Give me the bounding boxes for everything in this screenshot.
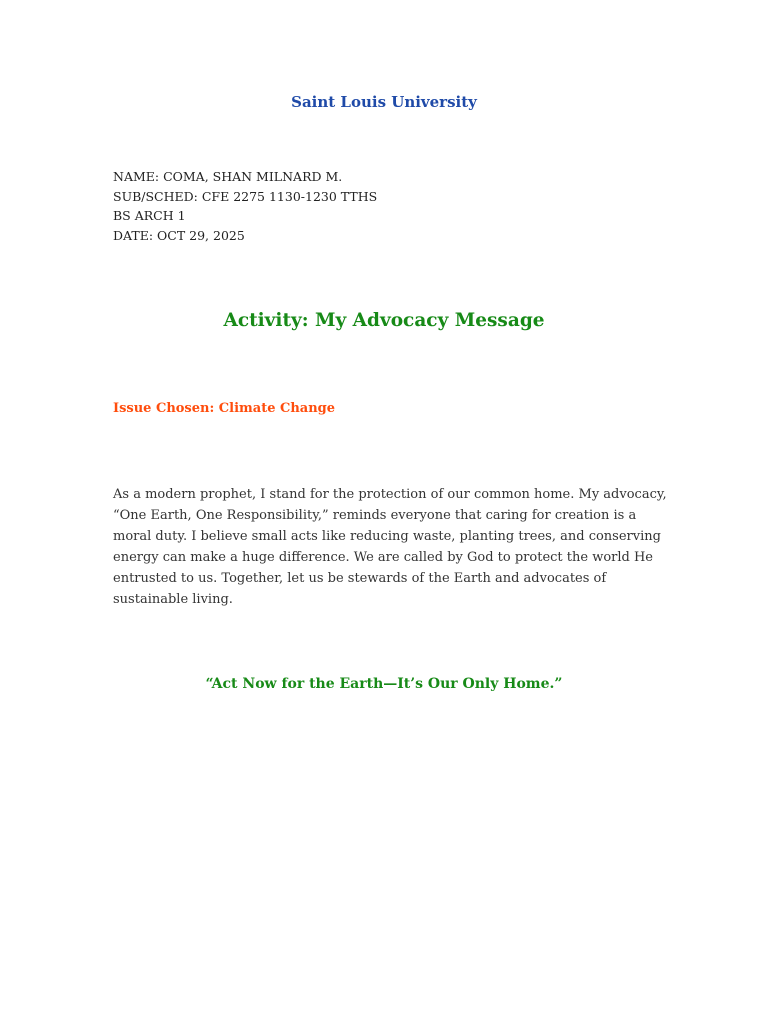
paragraph-line: sustainable living.: [113, 592, 233, 607]
course-year-line: BS ARCH 1: [113, 208, 186, 223]
advocacy-paragraph: [113, 484, 667, 610]
issue-chosen-heading: Issue Chosen: Climate Change: [113, 401, 336, 416]
paragraph-line: energy can make a huge difference. We are called by God to protect the world He: [113, 550, 654, 565]
paragraph-line: entrusted to us. Together, let us be stewards of the Earth and advocates of: [113, 571, 607, 586]
paragraph-line: moral duty. I believe small acts like reducing waste, planting trees, and conserving: [113, 529, 661, 544]
subject-schedule-line: SUB/SCHED: CFE 2275 1130-1230 TTHS: [113, 188, 378, 204]
date-line: DATE: OCT 29, 2025: [113, 227, 245, 243]
paragraph-line: As a modern prophet, I stand for the protection of our common home. My advocacy,: [113, 487, 667, 502]
student-name-line: NAME: COMA, SHAN MILNARD M.: [113, 169, 343, 184]
activity-title: Activity: My Advocacy Message: [223, 310, 545, 331]
university-heading: Saint Louis University: [291, 93, 477, 111]
student-info-block: [113, 167, 377, 245]
advocacy-slogan: “Act Now for the Earth—It’s Our Only Home.”: [205, 676, 563, 692]
paragraph-line: “One Earth, One Responsibility,” reminds everyone that caring for creation is a: [113, 508, 637, 523]
